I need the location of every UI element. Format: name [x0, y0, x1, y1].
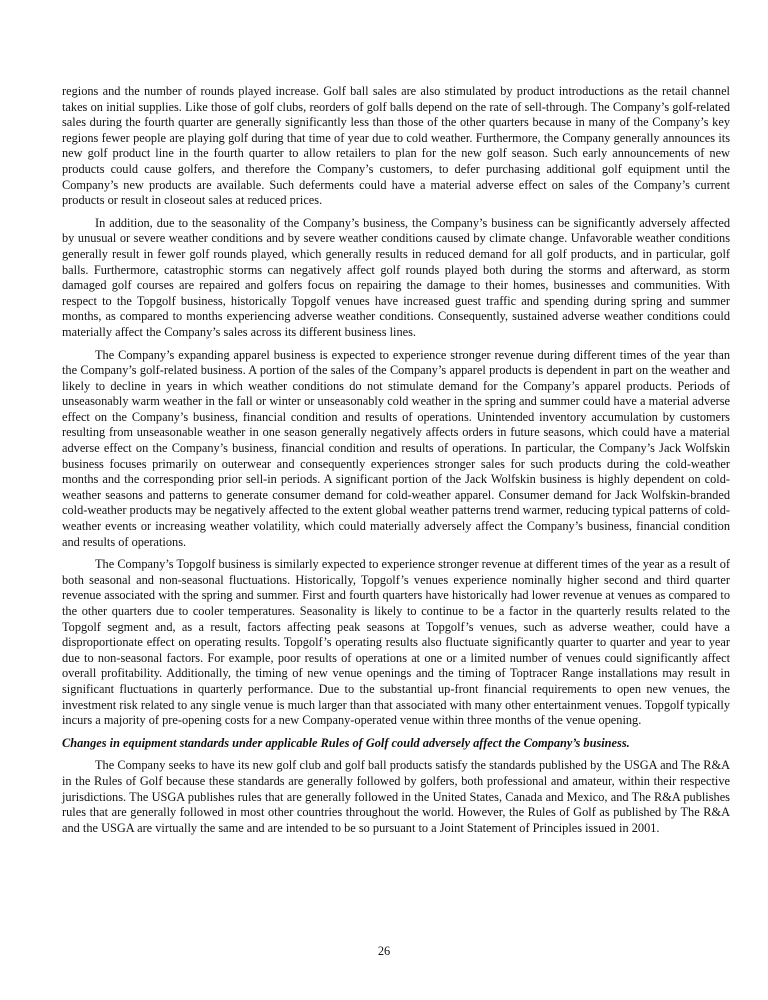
paragraph-apparel-business: The Company’s expanding apparel business is expected to experience stronger revenue during different times of the year than the Company’s golf-related business. A portion of the sales of the Company’s apparel products is dependent in part on the weather and likely to decline in years in which weather conditions do not stimulate demand for the Company’s apparel products. Periods of unseasonably warm weather in the fall or winter or unseasonably cold weather in the spring and summer could have a material adverse effect on the Company’s business, financial condition and results of operations. Unintended inventory accumulation by customers resulting from unseasonable weather in one season generally negatively affects orders in future seasons, which could have a material adverse effect on the Company’s business, financial condition and results of operations. In particular, the Company’s Jack Wolfskin business focuses primarily on outerwear and consequently experiences stronger sales for such products during the cold-weather months and the corresponding prior sell-in periods. A significant portion of the Jack Wolfskin business is highly dependent on cold-weather seasons and patterns to generate consumer demand for cold-weather apparel. Consumer demand for Jack Wolfskin-branded cold-weather products may be negatively affected to the extent global weather patterns trend warmer, reducing typical patterns of cold-weather events or increasing weather volatility, which could materially adversely affect the Company’s business, financial condition and results of operations. [62, 347, 730, 549]
paragraph-weather-conditions: In addition, due to the seasonality of the Company’s business, the Company’s business can be significantly adversely affected by unusual or severe weather conditions and by severe weather conditions caused by climate change. Unfavorable weather conditions generally result in fewer golf rounds played, which generally results in reduced demand for all golf products, and in particular, golf balls. Furthermore, catastrophic storms can negatively affect golf rounds played both during the storms and afterward, as storm damaged golf courses are repaired and golfers focus on repairing the damage to their homes, businesses and communities. With respect to the Topgolf business, historically Topgolf venues have increased guest traffic and spending during spring and summer months, as compared to months experiencing adverse weather conditions. Consequently, sustained adverse weather conditions could materially affect the Company’s sales across its different business lines. [62, 215, 730, 339]
document-page [62, 84, 730, 843]
page-number: 26 [377, 944, 391, 958]
paragraph-usga-standards: The Company seeks to have its new golf club and golf ball products satisfy the standards published by the USGA and The R&A in the Rules of Golf because these standards are generally followed by golfers, both professional and amateur, within their respective jurisdictions. The USGA publishes rules that are generally followed in the United States, Canada and Mexico, and The R&A publishes rules that are generally followed in most other countries throughout the world. However, the Rules of Golf as published by The R&A and the USGA are virtually the same and are intended to be so pursuant to a Joint Statement of Principles issued in 2001. [62, 758, 730, 835]
paragraph-seasonality-golf-sales: regions and the number of rounds played increase. Golf ball sales are also stimulated by product introductions as the retail channel takes on initial supplies. Like those of golf clubs, reorders of golf balls depend on the rate of sell-through. The Company’s golf-related sales during the fourth quarter are generally significantly less than those of the other quarters because in many of the Company’s key regions fewer people are playing golf during that time of year due to cold weather. Furthermore, the Company generally announces its new golf product line in the fourth quarter to allow retailers to plan for the new golf season. Such early announcements of new products could cause golfers, and therefore the Company’s customers, to defer purchasing additional golf equipment until the Company’s new products are available. Such deferments could have a material adverse effect on sales of the Company’s current products or result in closeout sales at reduced prices. [62, 84, 730, 208]
paragraph-topgolf-business: The Company’s Topgolf business is similarly expected to experience stronger revenue at different times of the year as a result of both seasonal and non-seasonal fluctuations. Historically, Topgolf’s venues experience nominally higher second and third quarter revenue associated with the spring and summer. First and fourth quarters have historically had lower revenue at venues as compared to the other quarters due to cooler temperatures. Seasonality is likely to continue to be a factor in the quarterly results related to the Topgolf segment and, as a result, factors affecting peak seasons at Topgolf’s venues, such as adverse weather, could have a disproportionate effect on operating results. Topgolf’s operating results also fluctuate significantly quarter to quarter and year to year due to non-seasonal factors. For example, poor results of operations at one or a limited number of venues could significantly affect overall profitability. Additionally, the timing of new venue openings and the timing of Toptracer Range installations may result in significant fluctuations in quarterly performance. Due to the substantial up-front financial requirements to open new venues, the investment risk related to any single venue is much larger than that associated with many other entertainment venues. Topgolf typically incurs a majority of pre-opening costs for a new Company-operated venue within three months of the venue opening. [62, 557, 730, 728]
section-heading-rules-of-golf: Changes in equipment standards under applicable Rules of Golf could adversely affect the Company’s business. [62, 735, 630, 750]
